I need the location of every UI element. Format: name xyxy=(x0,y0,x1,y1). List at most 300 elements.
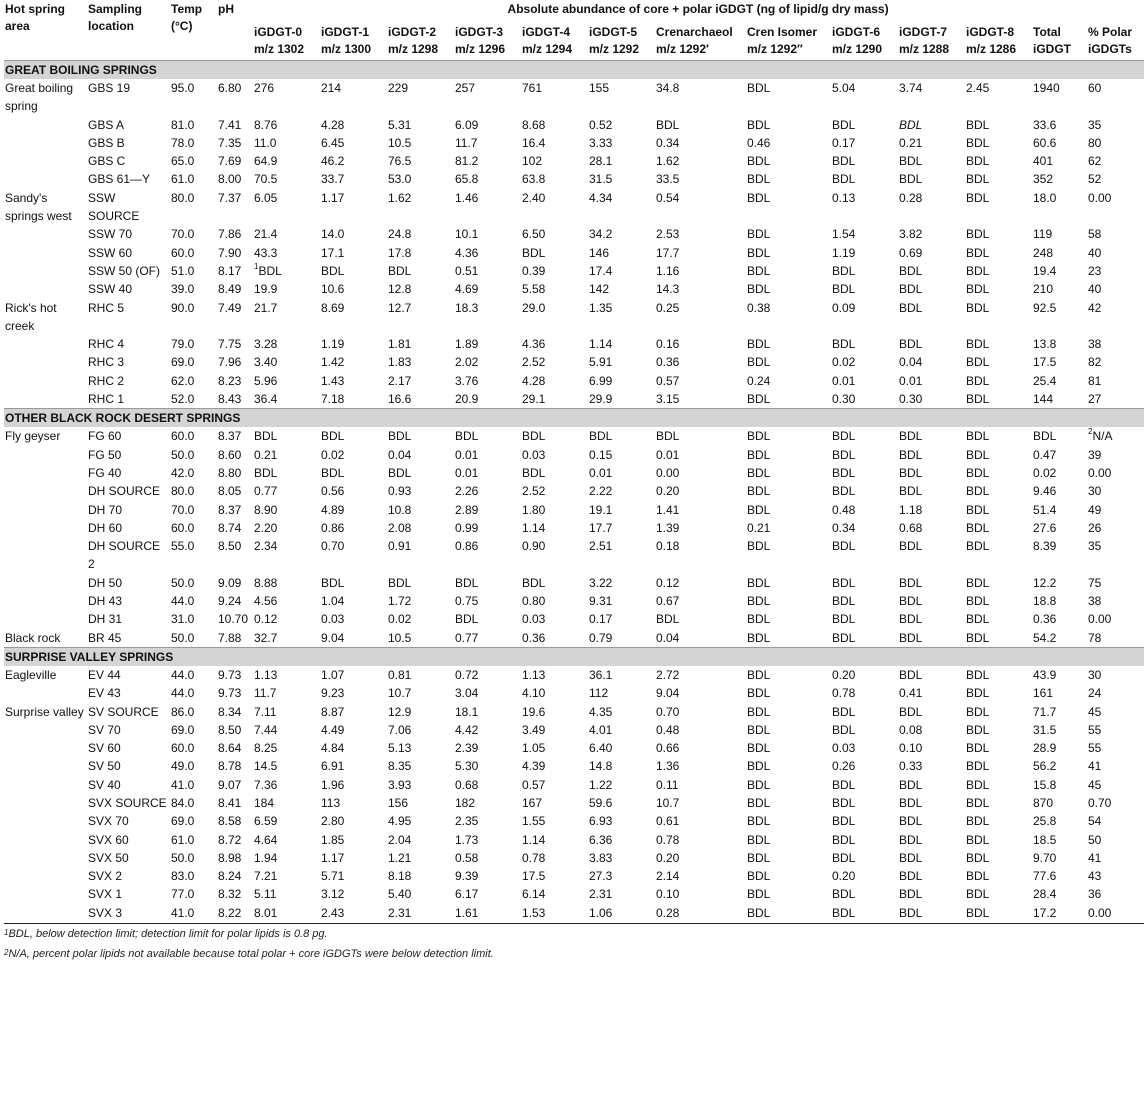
table-cell xyxy=(170,574,217,592)
cell-value: 1.04 xyxy=(321,594,345,609)
header-col-label: iGDGT-5 xyxy=(589,25,638,39)
table-cell xyxy=(521,79,588,116)
table-cell xyxy=(320,372,387,390)
table-cell xyxy=(217,867,253,885)
table-cell xyxy=(387,299,454,336)
table-bottom-rule xyxy=(4,923,1144,924)
cell-value: BDL xyxy=(899,832,923,847)
cell-value: 60.6 xyxy=(1033,135,1057,150)
cell-value: DH 60 xyxy=(88,520,123,535)
header-col-label: iGDGT-3 xyxy=(455,25,504,39)
table-cell xyxy=(588,666,655,684)
cell-value: BDL xyxy=(966,795,990,810)
cell-value: 401 xyxy=(1033,154,1054,169)
cell-value: 870 xyxy=(1033,795,1054,810)
table-cell xyxy=(387,885,454,903)
table-cell xyxy=(4,170,87,188)
table-cell xyxy=(521,262,588,280)
table-cell xyxy=(170,703,217,721)
table-cell xyxy=(320,390,387,409)
cell-value: 9.39 xyxy=(455,869,479,884)
cell-value: 0.20 xyxy=(656,850,680,865)
table-cell xyxy=(588,776,655,794)
table-cell xyxy=(217,666,253,684)
table-cell xyxy=(170,152,217,170)
cell-value: BDL xyxy=(966,484,990,499)
cell-value: 33.6 xyxy=(1033,117,1057,132)
table-cell xyxy=(521,610,588,628)
cell-value: BDL xyxy=(966,612,990,627)
table-cell xyxy=(965,501,1032,519)
footnote-marker: 1 xyxy=(254,261,259,271)
table-cell xyxy=(87,464,170,482)
table-cell xyxy=(1087,519,1144,537)
header-col-sublabel: m/z 1302 xyxy=(254,42,305,56)
cell-value: 1.36 xyxy=(656,759,680,774)
cell-value: 0.00 xyxy=(656,465,680,480)
cell-value: BDL xyxy=(321,465,345,480)
cell-value: BDL xyxy=(966,539,990,554)
table-cell xyxy=(831,244,898,262)
table-cell xyxy=(655,721,746,739)
table-cell xyxy=(746,501,831,519)
cell-value: FG 50 xyxy=(88,447,122,462)
cell-value: 63.8 xyxy=(522,172,546,187)
cell-value: 3.76 xyxy=(455,373,479,388)
table-cell xyxy=(4,757,87,775)
table-cell xyxy=(253,280,320,298)
table-cell xyxy=(387,262,454,280)
table-cell xyxy=(170,372,217,390)
cell-value: BDL xyxy=(966,594,990,609)
table-cell xyxy=(831,299,898,336)
table-cell xyxy=(746,629,831,648)
table-cell xyxy=(217,116,253,134)
table-cell xyxy=(87,849,170,867)
table-cell xyxy=(746,446,831,464)
table-cell xyxy=(655,684,746,702)
cell-value: 5.40 xyxy=(388,887,412,902)
cell-value: 77.6 xyxy=(1033,869,1057,884)
table-row xyxy=(4,794,1144,812)
cell-value: BDL xyxy=(832,887,856,902)
table-cell xyxy=(1087,812,1144,830)
table-cell xyxy=(170,299,217,336)
cell-value: BDL xyxy=(899,869,923,884)
cell-value: 28.9 xyxy=(1033,741,1057,756)
table-cell xyxy=(655,427,746,445)
table-cell xyxy=(170,280,217,298)
table-cell xyxy=(521,482,588,500)
table-cell xyxy=(965,244,1032,262)
table-cell xyxy=(1032,134,1087,152)
table-cell xyxy=(521,629,588,648)
table-row xyxy=(4,152,1144,170)
table-cell xyxy=(588,739,655,757)
table-cell xyxy=(387,904,454,922)
cell-value: 8.43 xyxy=(218,392,242,407)
table-cell xyxy=(1087,464,1144,482)
cell-value: 0.93 xyxy=(388,484,412,499)
cell-value: 0.78 xyxy=(656,832,680,847)
cell-value: 8.37 xyxy=(218,429,242,444)
cell-value: BDL xyxy=(747,905,771,920)
table-cell xyxy=(253,372,320,390)
cell-value: DH 31 xyxy=(88,612,123,627)
table-cell xyxy=(387,812,454,830)
table-cell xyxy=(454,170,521,188)
table-cell xyxy=(253,574,320,592)
cell-value: BDL xyxy=(747,704,771,719)
table-cell xyxy=(1032,849,1087,867)
cell-value: 78.0 xyxy=(171,135,195,150)
cell-value: 11.0 xyxy=(254,135,277,150)
table-cell xyxy=(588,812,655,830)
cell-value: 19.9 xyxy=(254,282,278,297)
table-cell xyxy=(831,537,898,574)
header-col-label: Total xyxy=(1033,25,1061,39)
table-cell xyxy=(588,189,655,226)
table-cell xyxy=(1032,739,1087,757)
table-cell xyxy=(4,739,87,757)
cell-value: BDL xyxy=(388,465,412,480)
cell-value: 9.07 xyxy=(218,777,242,792)
cell-value: 9.70 xyxy=(1033,850,1057,865)
header-col-sublabel: m/z 1292′ xyxy=(656,42,709,56)
cell-value: 6.45 xyxy=(321,135,345,150)
cell-value: 2.51 xyxy=(589,539,613,554)
table-cell xyxy=(87,134,170,152)
table-cell xyxy=(253,446,320,464)
cell-value: 14.8 xyxy=(589,759,613,774)
table-cell xyxy=(320,519,387,537)
table-cell xyxy=(253,794,320,812)
cell-value: 155 xyxy=(589,81,610,95)
table-cell xyxy=(387,776,454,794)
cell-value: 0.21 xyxy=(899,135,923,150)
cell-value: 45 xyxy=(1088,704,1102,719)
cell-value: 8.68 xyxy=(522,117,546,132)
table-cell xyxy=(831,464,898,482)
table-cell xyxy=(320,427,387,445)
cell-value: 78 xyxy=(1088,630,1102,645)
cell-value: BDL xyxy=(832,575,856,590)
table-cell xyxy=(746,867,831,885)
cell-value: 44.0 xyxy=(171,667,195,682)
cell-value: 0.30 xyxy=(899,392,923,407)
table-cell xyxy=(4,134,87,152)
table-cell xyxy=(170,739,217,757)
table-cell xyxy=(831,867,898,885)
table-cell xyxy=(454,831,521,849)
cell-value: 1.72 xyxy=(388,594,412,609)
table-cell xyxy=(454,390,521,409)
cell-value: 1.14 xyxy=(589,337,613,352)
cell-value: 0.36 xyxy=(656,355,680,370)
table-cell xyxy=(521,849,588,867)
cell-value: 1.16 xyxy=(656,263,680,278)
cell-value: SVX 60 xyxy=(88,832,129,847)
cell-value: 8.50 xyxy=(218,722,242,737)
cell-value: 8.39 xyxy=(1033,539,1057,554)
cell-value: 17.5 xyxy=(522,869,546,884)
cell-value: 55 xyxy=(1088,722,1102,737)
table-cell xyxy=(1087,776,1144,794)
table-cell xyxy=(170,794,217,812)
table-cell xyxy=(253,482,320,500)
cell-value: BDL xyxy=(656,429,680,444)
cell-value: BDL xyxy=(966,190,990,205)
table-cell xyxy=(320,812,387,830)
cell-value: 0.70 xyxy=(321,539,345,554)
table-cell xyxy=(217,592,253,610)
cell-value: 31.0 xyxy=(171,612,195,627)
table-cell xyxy=(320,776,387,794)
table-cell xyxy=(87,225,170,243)
table-cell xyxy=(898,592,965,610)
table-cell xyxy=(898,390,965,409)
table-cell xyxy=(4,225,87,243)
table-cell xyxy=(454,666,521,684)
table-cell xyxy=(87,116,170,134)
table-cell xyxy=(1032,885,1087,903)
cell-value: 65.8 xyxy=(455,172,479,187)
cell-value: 0.11 xyxy=(656,777,679,792)
cell-value: GBS B xyxy=(88,135,125,150)
table-cell xyxy=(320,703,387,721)
table-cell xyxy=(965,353,1032,371)
cell-value: RHC 5 xyxy=(88,300,125,315)
cell-value: 0.75 xyxy=(455,594,479,609)
cell-value: 53.0 xyxy=(388,172,412,187)
table-cell xyxy=(521,372,588,390)
table-cell xyxy=(521,574,588,592)
table-cell xyxy=(521,537,588,574)
table-cell xyxy=(320,867,387,885)
cell-value: 1.14 xyxy=(522,520,546,535)
table-cell xyxy=(965,464,1032,482)
table-cell xyxy=(1087,537,1144,574)
table-cell xyxy=(1032,537,1087,574)
table-cell xyxy=(965,116,1032,134)
cell-value: 0.57 xyxy=(656,373,680,388)
table-cell xyxy=(4,390,87,409)
table-cell xyxy=(1087,335,1144,353)
table-cell xyxy=(588,757,655,775)
cell-value: 0.02 xyxy=(832,355,856,370)
table-cell xyxy=(320,79,387,116)
cell-value: 4.95 xyxy=(388,814,412,829)
cell-value: 0.80 xyxy=(522,594,546,609)
table-row xyxy=(4,574,1144,592)
table-cell xyxy=(655,849,746,867)
table-cell xyxy=(387,721,454,739)
table-cell xyxy=(655,170,746,188)
table-cell xyxy=(170,134,217,152)
cell-value: 1.35 xyxy=(589,300,613,315)
cell-value: 80 xyxy=(1088,135,1102,150)
cell-value: 84.0 xyxy=(171,795,195,810)
table-cell xyxy=(965,849,1032,867)
table-cell xyxy=(1032,610,1087,628)
table-cell xyxy=(965,776,1032,794)
table-cell xyxy=(454,501,521,519)
cell-value: 2.39 xyxy=(455,741,479,756)
table-cell xyxy=(217,610,253,628)
table-cell xyxy=(965,427,1032,445)
cell-value: 9.04 xyxy=(656,686,680,701)
header-col-4 xyxy=(521,18,588,61)
cell-value: 41.0 xyxy=(171,905,195,920)
table-cell xyxy=(831,629,898,648)
cell-value: 5.04 xyxy=(832,81,856,95)
cell-value: 1.22 xyxy=(589,777,613,792)
table-cell xyxy=(898,757,965,775)
table-cell xyxy=(746,482,831,500)
table-row xyxy=(4,666,1144,684)
cell-value: 81.0 xyxy=(171,117,195,132)
cell-value: BDL xyxy=(966,686,990,701)
table-cell xyxy=(4,574,87,592)
table-cell xyxy=(521,501,588,519)
table-cell xyxy=(965,592,1032,610)
table-cell xyxy=(655,299,746,336)
cell-value: BDL xyxy=(832,850,856,865)
header-col-label: iGDGT-6 xyxy=(832,25,881,39)
cell-value: 4.39 xyxy=(522,759,546,774)
cell-value: DH 43 xyxy=(88,594,123,609)
table-cell xyxy=(253,610,320,628)
table-cell xyxy=(1032,904,1087,922)
table-cell xyxy=(746,262,831,280)
table-cell xyxy=(1087,831,1144,849)
cell-value: 44.0 xyxy=(171,594,195,609)
table-cell xyxy=(746,390,831,409)
table-cell xyxy=(320,739,387,757)
table-cell xyxy=(898,629,965,648)
cell-value: 0.28 xyxy=(656,905,680,920)
cell-value: BDL xyxy=(966,172,990,187)
table-cell xyxy=(4,353,87,371)
table-cell xyxy=(588,299,655,336)
cell-value: BDL xyxy=(966,300,990,315)
table-cell xyxy=(746,721,831,739)
cell-value: BDL xyxy=(832,117,856,132)
cell-value: 36.1 xyxy=(589,667,613,682)
header-col-sublabel: m/z 1294 xyxy=(522,42,573,56)
table-cell xyxy=(746,335,831,353)
table-row xyxy=(4,684,1144,702)
header-col-label: % Polar xyxy=(1088,25,1133,39)
cell-value: BDL xyxy=(254,465,278,480)
cell-value: 32.7 xyxy=(254,630,278,645)
table-cell xyxy=(387,757,454,775)
cell-value: 39.0 xyxy=(171,282,195,297)
table-cell xyxy=(521,189,588,226)
table-cell xyxy=(253,116,320,134)
cell-value: 8.88 xyxy=(254,575,278,590)
table-cell xyxy=(454,885,521,903)
table-cell xyxy=(387,427,454,445)
cell-value: 0.01 xyxy=(832,373,856,388)
table-cell xyxy=(521,739,588,757)
table-cell xyxy=(170,244,217,262)
table-cell xyxy=(1032,721,1087,739)
cell-value: 70.5 xyxy=(254,172,278,187)
cell-value: Rick's hot creek xyxy=(5,300,57,333)
cell-value: 10.5 xyxy=(388,630,412,645)
table-cell xyxy=(521,831,588,849)
table-cell xyxy=(746,372,831,390)
cell-value: BDL xyxy=(522,245,546,260)
table-cell xyxy=(454,519,521,537)
cell-value: 62.0 xyxy=(171,373,195,388)
table-cell xyxy=(387,831,454,849)
cell-value: BDL xyxy=(899,465,923,480)
cell-value: 2.40 xyxy=(522,190,546,205)
cell-value: 0.57 xyxy=(522,777,546,792)
table-cell xyxy=(1032,152,1087,170)
cell-value: 6.17 xyxy=(455,887,479,902)
table-cell xyxy=(87,757,170,775)
cell-value: 257 xyxy=(455,81,476,95)
table-row xyxy=(4,335,1144,353)
cell-value: 0.48 xyxy=(656,722,680,737)
table-cell xyxy=(588,134,655,152)
cell-value: 2.53 xyxy=(656,227,680,242)
cell-value: 0.68 xyxy=(899,520,923,535)
table-cell xyxy=(454,703,521,721)
table-cell xyxy=(320,885,387,903)
table-cell xyxy=(387,79,454,116)
table-cell xyxy=(217,885,253,903)
table-cell xyxy=(521,684,588,702)
cell-value: 8.34 xyxy=(218,704,242,719)
header-ph: pH xyxy=(218,2,234,16)
table-cell xyxy=(217,353,253,371)
cell-value: 0.20 xyxy=(656,484,680,499)
table-row xyxy=(4,390,1144,409)
table-cell xyxy=(1087,262,1144,280)
table-cell xyxy=(1032,684,1087,702)
cell-value: 7.90 xyxy=(218,245,242,260)
table-cell xyxy=(253,867,320,885)
cell-value: 2.20 xyxy=(254,520,278,535)
table-cell xyxy=(965,482,1032,500)
table-cell xyxy=(1087,79,1144,116)
cell-value: BDL xyxy=(899,154,923,169)
cell-value: Eagleville xyxy=(5,667,57,682)
cell-value: 8.22 xyxy=(218,905,242,920)
cell-value: 69.0 xyxy=(171,355,195,370)
cell-value: 167 xyxy=(522,795,543,810)
cell-value: 144 xyxy=(1033,392,1054,407)
table-cell xyxy=(454,537,521,574)
table-cell xyxy=(746,537,831,574)
table-row xyxy=(4,189,1144,226)
table-cell xyxy=(320,335,387,353)
cell-value: BDL xyxy=(747,337,771,352)
cell-value: BDL xyxy=(747,190,771,205)
table-cell xyxy=(387,134,454,152)
table-cell xyxy=(217,280,253,298)
table-cell xyxy=(454,262,521,280)
table-cell xyxy=(170,519,217,537)
cell-value: EV 43 xyxy=(88,686,121,701)
table-cell xyxy=(655,446,746,464)
table-cell xyxy=(4,372,87,390)
table-row xyxy=(4,812,1144,830)
